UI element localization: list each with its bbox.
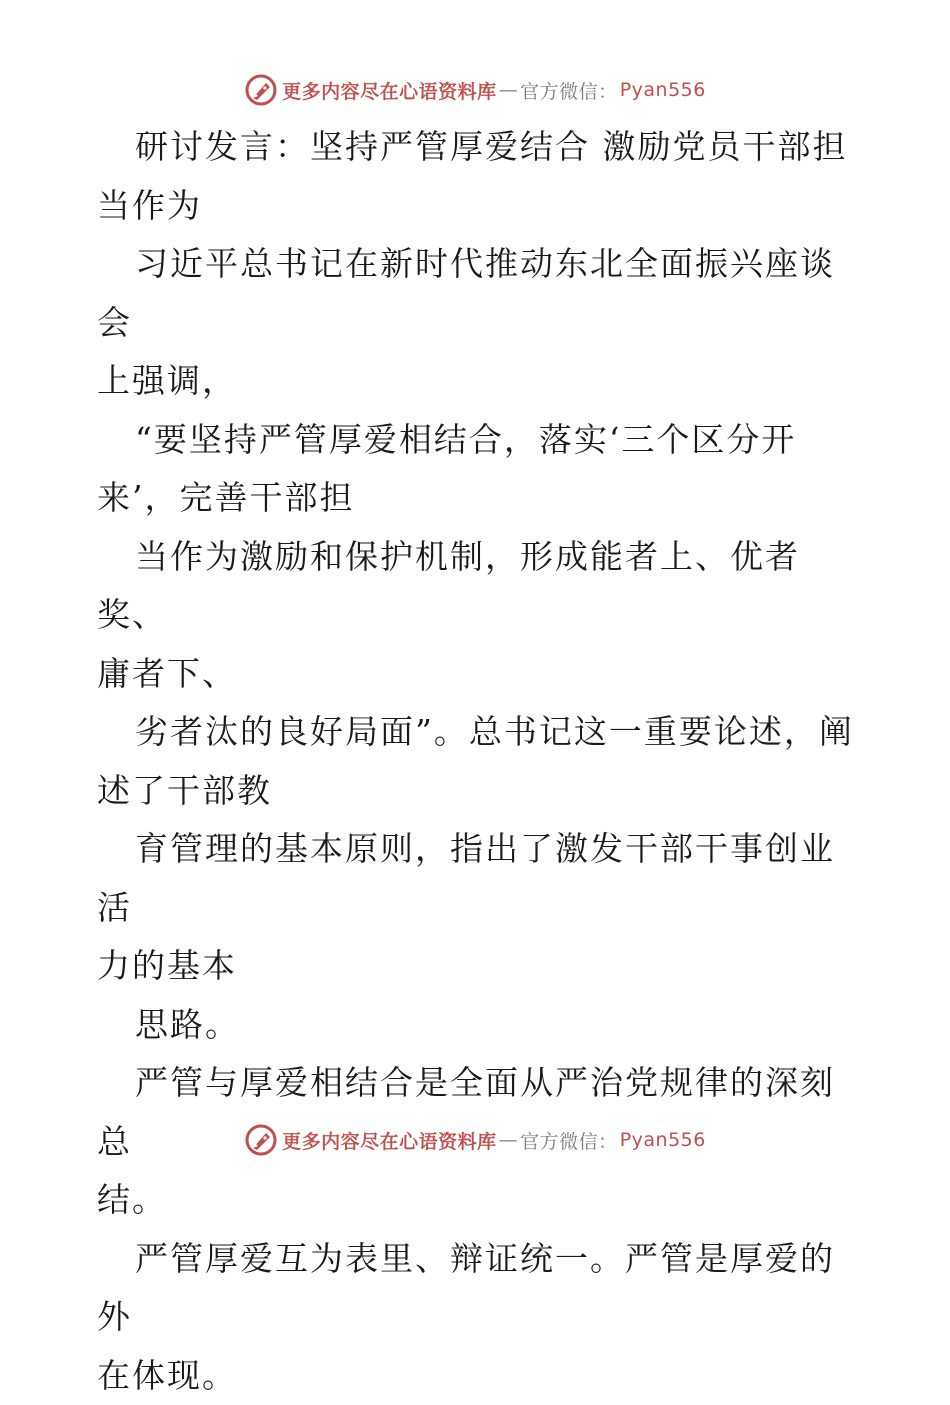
paragraph: 当作为激励和保护机制，形成能者上、优者奖、 庸者下、 [97,528,857,704]
library-text: 更多内容尽在心语资料库 [282,77,497,104]
wechat-account: Pyan556 [620,79,706,101]
document-body [97,118,857,1405]
paragraph: “要坚持严管厚爱相结合，落实‘三个区分开 来’，完善干部担 [97,411,857,528]
paragraph: 严管与厚爱相结合是全面从严治党规律的深刻总 结。 [97,1054,857,1230]
pen-nib-circle-icon [244,1123,278,1157]
paragraph: 劣者汰的良好局面”。总书记这一重要论述，阐 述了干部教 [97,703,857,820]
wechat-account: Pyan556 [620,1129,706,1151]
banner-separator: — [499,79,519,101]
banner-separator: — [499,1129,519,1151]
paragraph: 严管厚爱互为表里、辩证统一。严管是厚爱的外 在体现。 [97,1230,857,1405]
paragraph: 育管理的基本原则，指出了激发干部干事创业活 力的基本 [97,820,857,996]
paragraph: 思路。 [97,996,857,1055]
wechat-label: 官方微信： [520,1127,618,1154]
wechat-label: 官方微信： [520,77,618,104]
header-banner [0,70,950,110]
library-text: 更多内容尽在心语资料库 [282,1127,497,1154]
pen-nib-circle-icon [244,73,278,107]
paragraph: 习近平总书记在新时代推动东北全面振兴座谈会 上强调， [97,235,857,411]
paragraph-title: 研讨发言：坚持严管厚爱结合 激励党员干部担 当作为 [97,118,857,235]
footer-banner [0,1120,950,1160]
